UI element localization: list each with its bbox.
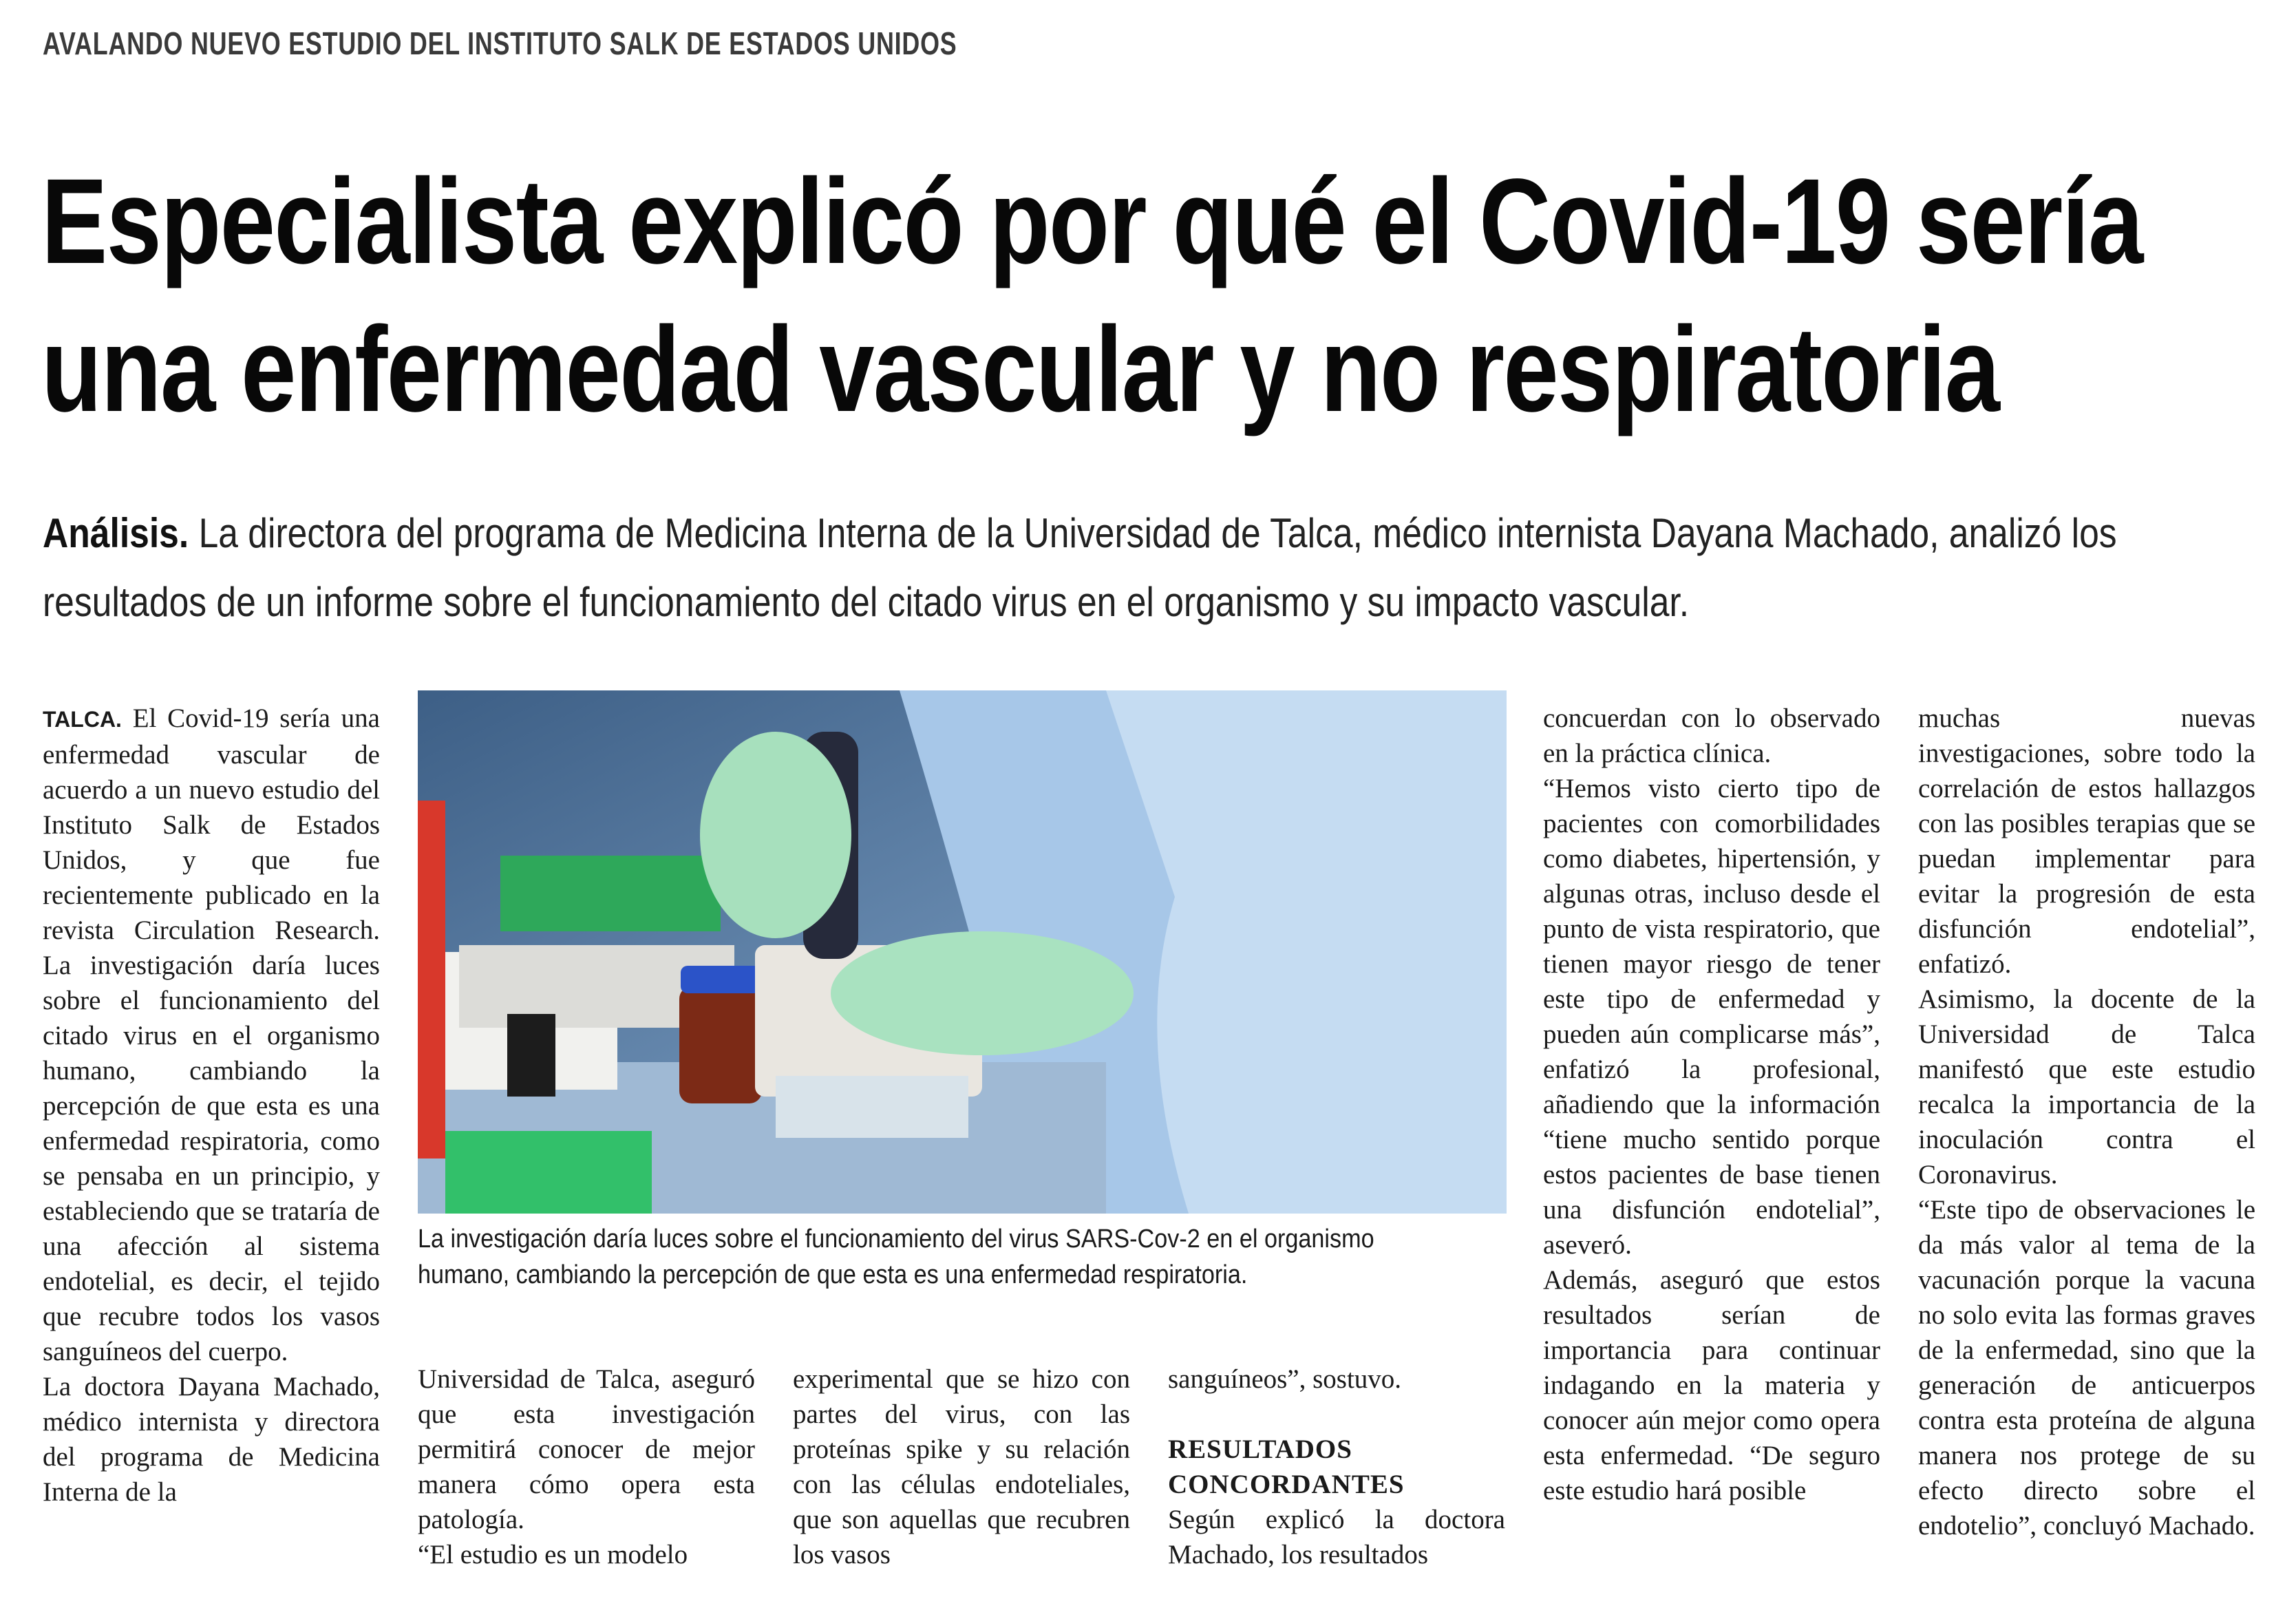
kicker: AVALANDO NUEVO ESTUDIO DEL INSTITUTO SALK DE ESTADOS UNIDOS bbox=[43, 25, 957, 61]
column-4-paragraph-1: sanguíneos”, sostuvo. bbox=[1168, 1364, 1402, 1394]
body-column-5 bbox=[1543, 701, 1880, 1508]
section-subhead: RESULTADOS CONCORDANTES bbox=[1168, 1435, 1405, 1499]
body-column-3 bbox=[793, 1362, 1130, 1572]
column-1-paragraph-2: La doctora Dayana Machado, médico internista y directora del programa de Medicina Interna de la bbox=[43, 1372, 380, 1507]
column-5-paragraph-1: concuerdan con lo observado en la práctica clínica. bbox=[1543, 703, 1880, 768]
column-6-paragraph-1: muchas nuevas investigaciones, sobre todo la correlación de estos hallazgos con las posibles terapias que se puedan implementar para evitar la progresión de esta disfunción endotelial”, enfatizó. bbox=[1918, 703, 2255, 979]
column-5-paragraph-2: “Hemos visto cierto tipo de pacientes con comorbilidades como diabetes, hipertensión, y algunas otras, incluso desde el punto de vista respiratorio, que tienen mayor riesgo de tener este tipo de enfermedad y pueden aún complicarse más”, enfatizó la profesional, añadiendo que la información “tiene mucho sentido porque estos pacientes de base tienen una disfunción endotelial”, aseveró. bbox=[1543, 774, 1880, 1260]
lab-photo bbox=[418, 690, 1507, 1214]
dateline: TALCA. bbox=[43, 707, 122, 732]
headline-line-1: Especialista explicó por qué el Covid-19 sería bbox=[41, 154, 2143, 289]
photo-caption: La investigación daría luces sobre el funcionamiento del virus SARS-Cov-2 en el organismo humano, cambiando la percepción de que esta es una enfermedad respiratoria. bbox=[418, 1225, 1374, 1289]
headline bbox=[41, 148, 2143, 444]
column-2-paragraph-2: “El estudio es un modelo bbox=[418, 1540, 688, 1569]
body-column-4 bbox=[1168, 1362, 1505, 1572]
body-column-6 bbox=[1918, 701, 2255, 1543]
deck-label: Análisis. bbox=[43, 510, 189, 556]
deck-text: La directora del programa de Medicina Interna de la Universidad de Talca, médico internista Dayana Machado, analizó los resultados de un informe sobre el funcionamiento del citado virus en el organismo y su impacto vascular. bbox=[43, 510, 2117, 625]
body-column-2 bbox=[418, 1362, 755, 1572]
headline-line-2: una enfermedad vascular y no respiratoria bbox=[41, 302, 1999, 437]
column-1-paragraph-1: El Covid-19 sería una enfermedad vascular de acuerdo a un nuevo estudio del Instituto Salk de Estados Unidos, y que fue recientemente publicado en la revista Circulation Research. La investigación daría luces sobre el funcionamiento del citado virus en el organismo humano, cambiando la percepción de que esta es una enfermedad respiratoria, como se pensaba en un principio, y estableciendo que se trataría de una afección al sistema endotelial, es decir, el tejido que recubre todos los vasos sanguíneos del cuerpo. bbox=[43, 703, 380, 1366]
column-2-paragraph-1: Universidad de Talca, aseguró que esta investigación permitirá conocer de mejor manera cómo opera esta patología. bbox=[418, 1364, 755, 1534]
deck bbox=[43, 499, 2268, 637]
column-5-paragraph-3: Además, aseguró que estos resultados serían de importancia para continuar indagando en la materia y conocer aún mejor como opera esta enfermedad. “De seguro este estudio hará posible bbox=[1543, 1265, 1880, 1505]
column-3-paragraph: experimental que se hizo con partes del virus, con las proteínas spike y su relación con las células endoteliales, que son aquellas que recubren los vasos bbox=[793, 1364, 1130, 1569]
column-6-paragraph-2: Asimismo, la docente de la Universidad de Talca manifestó que este estudio recalca la importancia de la inoculación contra el Coronavirus. bbox=[1918, 984, 2255, 1189]
column-4-paragraph-2: Según explicó la doctora Machado, los resultados bbox=[1168, 1505, 1505, 1569]
body-column-1 bbox=[43, 701, 380, 1510]
column-6-paragraph-3: “Este tipo de observaciones le da más valor al tema de la vacunación porque la vacuna no solo evita las formas graves de la enfermedad, sino que la generación de anticuerpos contra esta proteína de alguna manera nos protege de su efecto directo sobre el endotelio”, concluyó Machado. bbox=[1918, 1195, 2255, 1541]
